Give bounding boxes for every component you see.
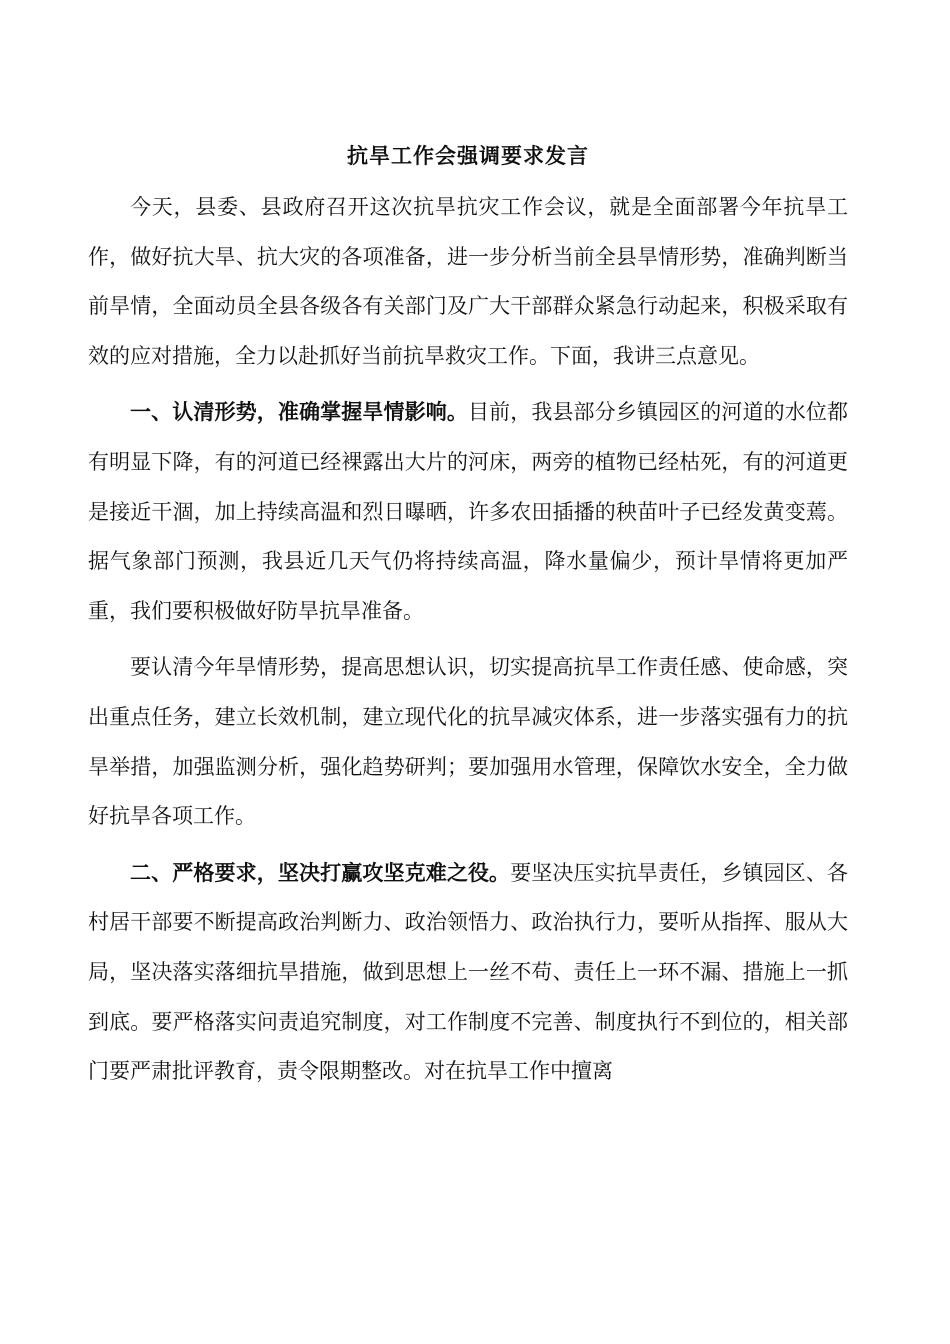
section-one-heading: 一、认清形势，准确掌握旱情影响。 (130, 399, 468, 425)
paragraph-text: 要认清今年旱情形势，提高思想认识，切实提高抗旱工作责任感、使命感，突出重点任务，建立长效机制，建立现代化的抗旱减灾体系，进一步落实强有力的抗旱举措，加强监测分析，强化趋势研判；要加强用水管理，保障饮水安全，全力做好抗旱各项工作。 (88, 655, 848, 829)
paragraph-section-one-continued (88, 642, 848, 841)
section-two-heading: 二、严格要求，坚决打赢攻坚克难之役。 (130, 859, 511, 885)
paragraph-text: 今天，县委、县政府召开这次抗旱抗灾工作会议，就是全面部署今年抗旱工作，做好抗大旱、抗大灾的各项准备，进一步分析当前全县旱情形势，准确判断当前旱情，全面动员全县各级各有关部门及广大干部群众紧急行动起来，积极采取有效的应对措施，全力以赴抓好当前抗旱救灾工作。下面，我讲三点意见。 (88, 195, 848, 368)
paragraph-section-one (88, 387, 848, 636)
paragraph-text: 目前，我县部分乡镇园区的河道的水位都有明显下降，有的河道已经裸露出大片的河床，两旁的植物已经枯死，有的河道更是接近干涸，加上持续高温和烈日曝晒，许多农田插播的秧苗叶子已经发黄变蔫。据气象部门预测，我县近几天气仍将持续高温，降水量偏少，预计旱情将更加严重，我们要积极做好防旱抗旱准备。 (88, 400, 849, 623)
paragraph-intro (88, 182, 848, 381)
paragraph-section-two (88, 848, 848, 1097)
document-title: 抗旱工作会强调要求发言 (347, 143, 589, 168)
paragraph-text: 要坚决压实抗旱责任，乡镇园区、各村居干部要不断提高政治判断力、政治领悟力、政治执行力，要听从指挥、服从大局，坚决落实落细抗旱措施，做到思想上一丝不苟、责任上一环不漏、措施上一抓到底。要严格落实问责追究制度，对工作制度不完善、制度执行不到位的，相关部门要严肃批评教育，责令限期整改。对在抗旱工作中擅离 (88, 860, 849, 1084)
document-page (88, 138, 848, 1103)
